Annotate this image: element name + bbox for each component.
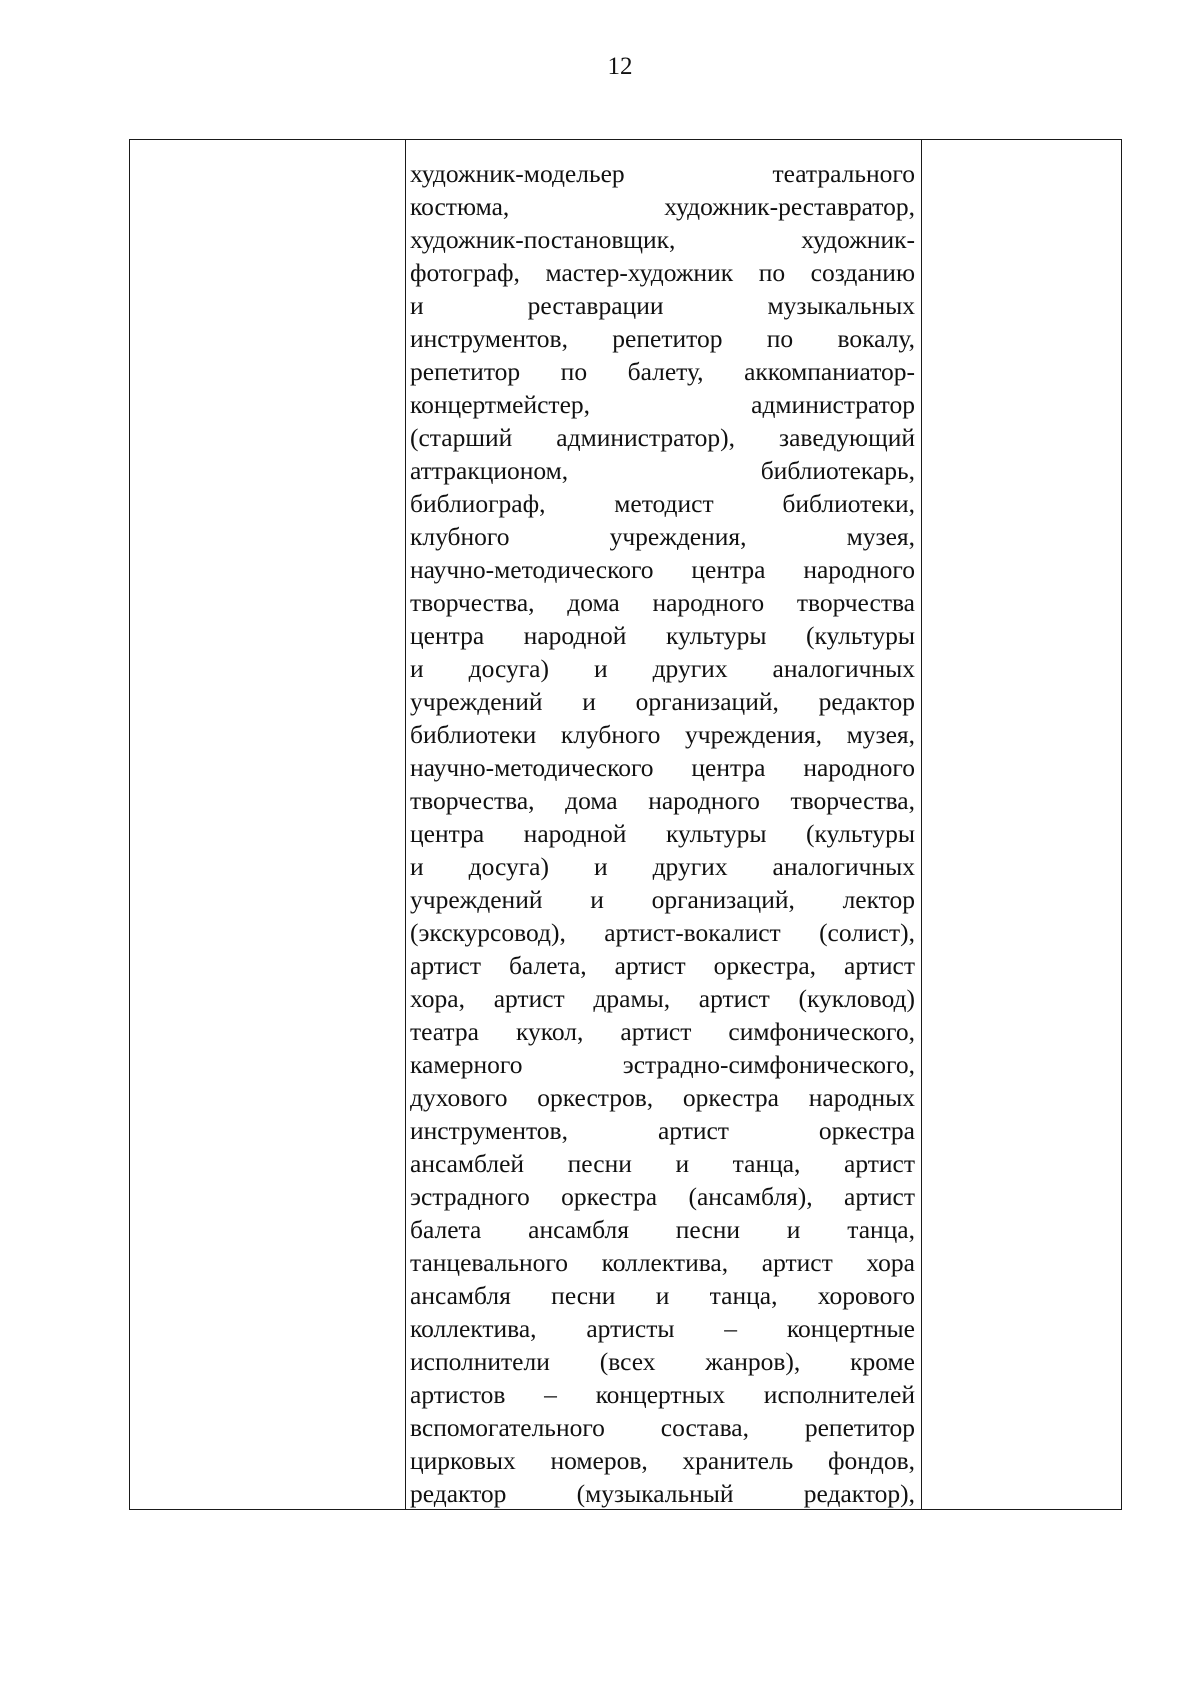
page-number: 12 (607, 53, 633, 80)
text-line: исполнители (всех жанров), кроме (410, 1347, 915, 1376)
text-line: театра кукол, артист симфонического, (410, 1017, 915, 1046)
text-line: эстрадного оркестра (ансамбля), артист (410, 1182, 915, 1211)
text-line: костюма, художник-реставратор, (410, 192, 915, 221)
text-line: редактор (музыкальный редактор), (410, 1479, 915, 1508)
text-line: инструментов, репетитор по вокалу, (410, 324, 915, 353)
text-line: концертмейстер, администратор (410, 390, 915, 419)
text-line: центра народной культуры (культуры (410, 819, 915, 848)
table-cell-positions (410, 157, 915, 1510)
table-cell-right (922, 140, 1121, 1509)
text-line: танцевального коллектива, артист хора (410, 1248, 915, 1277)
text-line: (старший администратор), заведующий (410, 423, 915, 452)
text-line: ансамблей песни и танца, артист (410, 1149, 915, 1178)
text-line: вспомогательного состава, репетитор (410, 1413, 915, 1442)
text-line: творчества, дома народного творчества (410, 588, 915, 617)
table-cell-left (130, 140, 405, 1509)
text-line: репетитор по балету, аккомпаниатор- (410, 357, 915, 386)
text-line: клубного учреждения, музея, (410, 522, 915, 551)
column-divider-left (405, 140, 406, 1509)
text-line: артистов – концертных исполнителей (410, 1380, 915, 1409)
text-line: цирковых номеров, хранитель фондов, (410, 1446, 915, 1475)
text-line: и досуга) и других аналогичных (410, 654, 915, 683)
text-line: научно-методического центра народного (410, 753, 915, 782)
text-line: художник-постановщик, художник- (410, 225, 915, 254)
text-line: инструментов, артист оркестра (410, 1116, 915, 1145)
text-line: творчества, дома народного творчества, (410, 786, 915, 815)
text-line: центра народной культуры (культуры (410, 621, 915, 650)
text-line: коллектива, артисты – концертные (410, 1314, 915, 1343)
text-line: и досуга) и других аналогичных (410, 852, 915, 881)
text-line: артист балета, артист оркестра, артист (410, 951, 915, 980)
text-line: хора, артист драмы, артист (кукловод) (410, 984, 915, 1013)
text-line: библиограф, методист библиотеки, (410, 489, 915, 518)
text-line: камерного эстрадно-симфонического, (410, 1050, 915, 1079)
text-line: духового оркестров, оркестра народных (410, 1083, 915, 1112)
text-line: (экскурсовод), артист-вокалист (солист), (410, 918, 915, 947)
text-line: аттракционом, библиотекарь, (410, 456, 915, 485)
text-line: учреждений и организаций, редактор (410, 687, 915, 716)
document-table (129, 139, 1122, 1510)
text-line: и реставрации музыкальных (410, 291, 915, 320)
text-line: учреждений и организаций, лектор (410, 885, 915, 914)
text-line: фотограф, мастер-художник по созданию (410, 258, 915, 287)
text-line: балета ансамбля песни и танца, (410, 1215, 915, 1244)
text-line: художник-модельер театрального (410, 159, 915, 188)
text-line: ансамбля песни и танца, хорового (410, 1281, 915, 1310)
text-line: библиотеки клубного учреждения, музея, (410, 720, 915, 749)
text-line: научно-методического центра народного (410, 555, 915, 584)
